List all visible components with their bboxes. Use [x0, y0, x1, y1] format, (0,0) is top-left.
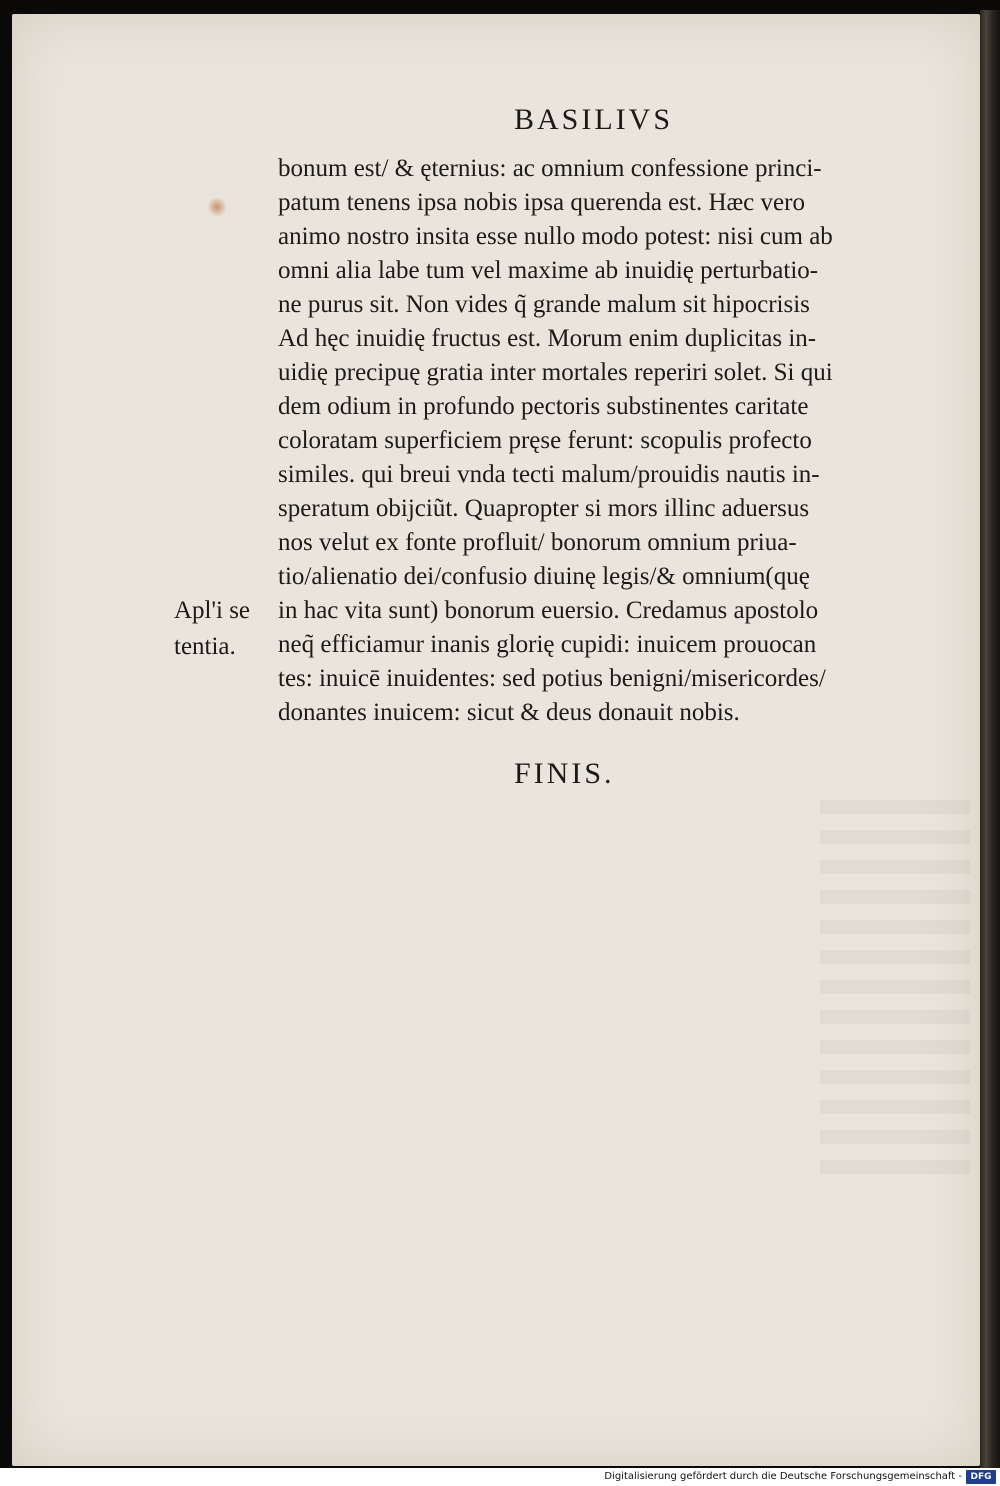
text-line: coloratam superficiem pręse ferunt: scopulis profecto: [278, 427, 812, 454]
paper-stain: [208, 196, 226, 218]
marginal-note-line: tentia.: [174, 633, 236, 660]
bleed-through: [820, 800, 970, 1180]
text-line: ne purus sit. Non vides q̃ grande malum sit hipocrisis: [278, 291, 810, 318]
finis-heading: FINIS.: [514, 757, 615, 790]
text-line: tes: inuicē inuidentes: sed potius benigni/misericordes/: [278, 665, 826, 692]
text-line: uidię precipuę gratia inter mortales reperiri solet. Si qui: [278, 359, 833, 386]
text-line: Ad hęc inuidię fructus est. Morum enim duplicitas in-: [278, 325, 817, 352]
marginal-note: [174, 593, 274, 665]
dfg-logo: DFG: [966, 1470, 996, 1484]
text-line: dem odium in profundo pectoris substinentes caritate: [278, 393, 809, 420]
footer-bar: [0, 1468, 1000, 1486]
text-line: patum tenens ipsa nobis ipsa querenda est. Hæc vero: [278, 189, 805, 216]
text-line: in hac vita sunt) bonorum euersio. Credamus apostolo: [278, 597, 819, 624]
text-line: bonum est/ & ęternius: ac omnium confessione princi-: [278, 155, 822, 182]
text-line: speratum obijciũt. Quapropter si mors illinc aduersus: [278, 495, 810, 522]
footer-credit: Digitalisierung gefördert durch die Deutsche Forschungsgemeinschaft -: [604, 1471, 962, 1482]
text-line: donantes inuicem: sicut & deus donauit nobis.: [278, 699, 740, 726]
text-line: omni alia labe tum vel maxime ab inuidię perturbatio-: [278, 257, 819, 284]
marginal-note-line: Apl'i se: [174, 597, 251, 624]
text-line: neq̃ efficiamur inanis glorię cupidi: inuicem prouocan: [278, 631, 817, 658]
text-line: tio/alienatio dei/confusio diuinę legis/& omnium(quę: [278, 563, 810, 590]
running-head: BASILIVS: [514, 103, 674, 136]
book-edge: [980, 10, 1000, 1468]
text-line: nos velut ex fonte profluit/ bonorum omnium priua-: [278, 529, 797, 556]
text-line: animo nostro insita esse nullo modo potest: nisi cum ab: [278, 223, 833, 250]
body-text: [278, 152, 938, 730]
text-line: similes. qui breui vnda tecti malum/prouidis nautis in-: [278, 461, 820, 488]
